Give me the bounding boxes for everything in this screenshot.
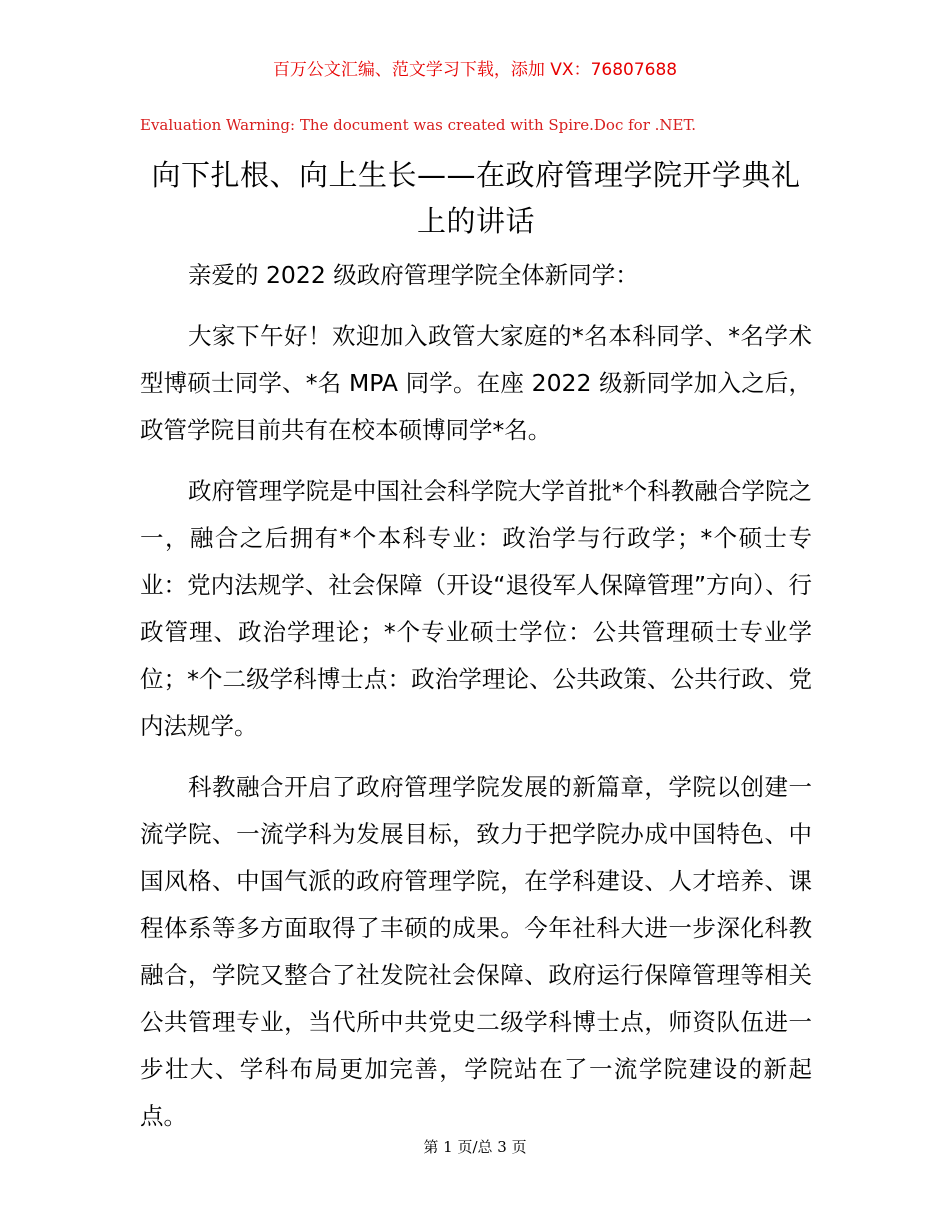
document-body (140, 252, 812, 1140)
body-paragraph: 政府管理学院是中国社会科学院大学首批*个科教融合学院之一，融合之后拥有*个本科专业：政治学与行政学；*个硕士专业：党内法规学、社会保障（开设“退役军人保障管理”方向）、行政管理、政治学理论；*个专业硕士学位：公共管理硕士专业学位；*个二级学科博士点：政治学理论、公共政策、公共行政、党内法规学。 (140, 477, 812, 740)
body-paragraph: 大家下午好！欢迎加入政管大家庭的*名本科同学、*名学术型博硕士同学、*名 MPA 同学。在座 2022 级新同学加入之后，政管学院目前共有在校本硕博同学*名。 (140, 322, 812, 444)
evaluation-warning: Evaluation Warning: The document was created with Spire.Doc for .NET. (140, 116, 697, 134)
body-paragraph: 科教融合开启了政府管理学院发展的新篇章，学院以创建一流学院、一流学科为发展目标，致力于把学院办成中国特色、中国风格、中国气派的政府管理学院，在学科建设、人才培养、课程体系等多方面取得了丰硕的成果。今年社科大进一步深化科教融合，学院又整合了社发院社会保障、政府运行保障管理等相关公共管理专业，当代所中共党史二级学科博士点，师资队伍进一步壮大、学科布局更加完善，学院站在了一流学院建设的新起点。 (140, 773, 812, 1130)
body-paragraph-greeting: 亲爱的 2022 级政府管理学院全体新同学： (188, 261, 639, 289)
page-number-footer: 第 1 页/总 3 页 (423, 1138, 527, 1156)
document-title: 向下扎根、向上生长——在政府管理学院开学典礼上的讲话 (151, 158, 801, 238)
header-ad-banner: 百万公文汇编、范文学习下载，添加 VX：76807688 (272, 60, 678, 80)
